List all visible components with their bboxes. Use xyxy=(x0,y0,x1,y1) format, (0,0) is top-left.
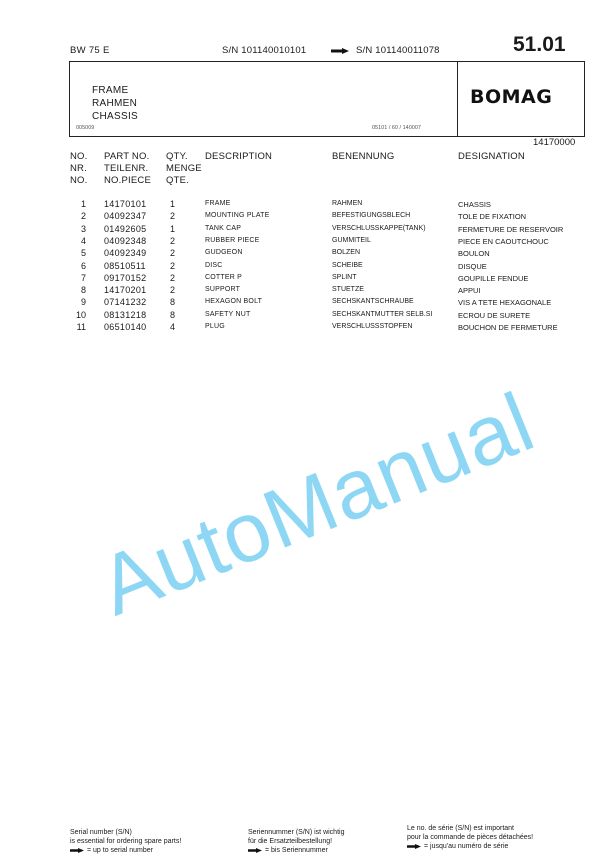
part-number: 14170201 xyxy=(104,285,147,296)
quantity: 2 xyxy=(170,248,176,259)
quantity: 2 xyxy=(170,235,176,246)
description-en: GUDGEON xyxy=(205,249,243,257)
table-row xyxy=(0,285,612,297)
description-de: GUMMITEIL xyxy=(332,236,371,244)
machine-model: BW 75 E xyxy=(70,45,110,56)
quantity: 4 xyxy=(170,322,176,332)
description-de: BEFESTIGUNGSBLECH xyxy=(332,212,411,220)
table-row xyxy=(0,224,612,236)
part-number: 09170152 xyxy=(104,272,147,283)
description-fr: VIS A TETE HEXAGONALE xyxy=(458,298,552,308)
item-number: 7 xyxy=(80,272,86,283)
part-number: 08131218 xyxy=(104,309,147,320)
table-row xyxy=(0,322,612,334)
title-german: RAHMEN xyxy=(92,98,138,109)
group-number: 14170000 xyxy=(533,137,576,148)
title-box-divider xyxy=(457,61,458,137)
item-number: 8 xyxy=(80,285,86,296)
description-de: SPLINT xyxy=(332,273,357,281)
description-fr: BOULON xyxy=(458,249,490,259)
description-en: SUPPORT xyxy=(205,286,241,294)
arrow-right-icon xyxy=(407,844,421,849)
description-fr: FERMETURE DE RESERVOIR xyxy=(458,224,564,234)
page-number: 51.01 xyxy=(513,33,566,56)
description-fr: DISQUE xyxy=(458,261,487,271)
footer-french: Le no. de série (S/N) est important pour la commande de pièces détachées! = jusqu'au numéro de série xyxy=(407,825,534,850)
quantity: 2 xyxy=(170,272,176,283)
table-row xyxy=(0,248,612,260)
quantity: 1 xyxy=(170,223,176,234)
part-number: 08510511 xyxy=(104,260,146,271)
description-de: RAHMEN xyxy=(332,200,363,207)
column-header-part: PART NO. TEILENR. NO.PIECE xyxy=(104,151,151,186)
description-en: RUBBER PIECE xyxy=(205,236,260,244)
description-fr: GOUPILLE FENDUE xyxy=(458,273,529,283)
quantity: 2 xyxy=(170,211,176,222)
part-number: 01492605 xyxy=(104,223,147,234)
description-fr: PIECE EN CAOUTCHOUC xyxy=(458,236,549,246)
item-number: 5 xyxy=(80,248,86,259)
part-number: 07141232 xyxy=(104,297,147,308)
description-en: HEXAGON BOLT xyxy=(205,298,263,306)
table-row xyxy=(0,297,612,309)
footer-english: Serial number (S/N) is essential for ordering spare parts! = up to serial number xyxy=(70,829,182,854)
quantity: 1 xyxy=(170,199,176,209)
description-en: FRAME xyxy=(205,200,231,207)
description-fr: BOUCHON DE FERMETURE xyxy=(458,323,558,332)
arrow-right-icon xyxy=(248,848,262,853)
part-number: 04092347 xyxy=(104,211,147,222)
title-english: FRAME xyxy=(92,85,129,96)
table-row xyxy=(0,261,612,273)
watermark: AutoManual xyxy=(86,374,547,634)
arrow-right-icon xyxy=(331,48,349,54)
description-fr: TOLE DE FIXATION xyxy=(458,212,527,222)
serial-number-from: S/N 101140010101 xyxy=(222,45,307,56)
table-row xyxy=(0,236,612,248)
table-row xyxy=(0,273,612,285)
quantity: 2 xyxy=(170,260,176,271)
item-number: 2 xyxy=(80,211,86,222)
column-header-designation: DESIGNATION xyxy=(458,151,525,162)
arrow-right-icon xyxy=(70,848,84,853)
column-header-benennung: BENENNUNG xyxy=(332,151,395,162)
column-header-description: DESCRIPTION xyxy=(205,151,273,162)
title-french: CHASSIS xyxy=(92,111,139,122)
table-row xyxy=(0,211,612,223)
quantity: 8 xyxy=(170,309,176,320)
part-number: 06510140 xyxy=(104,322,147,332)
column-header-no: NO. NR. NO. xyxy=(70,151,88,186)
part-number: 04092349 xyxy=(104,248,147,259)
document-reference: 05101 / 60 / 140007 xyxy=(372,125,421,131)
description-en: SAFETY NUT xyxy=(205,310,251,318)
description-en: PLUG xyxy=(205,323,225,330)
description-en: DISC xyxy=(205,261,223,269)
serial-number-to: S/N 101140011078 xyxy=(356,45,440,56)
description-en: TANK CAP xyxy=(205,224,242,232)
column-header-qty: QTY. MENGE QTE. xyxy=(166,151,202,186)
footer-german: Seriennummer (S/N) ist wichtig für die Ersatzteilbestellung! = bis Seriennummer xyxy=(248,829,345,854)
description-fr: CHASSIS xyxy=(458,200,491,209)
item-number: 3 xyxy=(80,223,86,234)
quantity: 8 xyxy=(170,297,176,308)
description-de: VERSCHLUSSKAPPE(TANK) xyxy=(332,224,426,232)
description-de: SECHSKANTMUTTER SELB.SI xyxy=(332,310,433,318)
item-number: 6 xyxy=(80,260,86,271)
description-de: SECHSKANTSCHRAUBE xyxy=(332,298,414,306)
description-en: MOUNTING PLATE xyxy=(205,212,270,220)
item-number: 1 xyxy=(80,199,86,209)
part-number: 14170101 xyxy=(104,199,147,209)
part-number: 04092348 xyxy=(104,235,147,246)
bomag-logo: BOMAG xyxy=(470,86,553,108)
description-de: VERSCHLUSSSTOPFEN xyxy=(332,323,413,330)
item-number: 11 xyxy=(76,322,86,332)
item-number: 10 xyxy=(75,309,86,320)
description-de: SCHEIBE xyxy=(332,261,363,269)
table-row xyxy=(0,199,612,211)
quantity: 2 xyxy=(170,285,176,296)
description-fr: APPUI xyxy=(458,286,481,296)
description-en: COTTER P xyxy=(205,273,242,281)
description-fr: ECROU DE SURETE xyxy=(458,310,531,320)
document-code: 005009 xyxy=(76,125,95,131)
description-de: BOLZEN xyxy=(332,249,361,257)
table-row xyxy=(0,310,612,322)
description-de: STUETZE xyxy=(332,286,364,294)
item-number: 9 xyxy=(80,297,86,308)
item-number: 4 xyxy=(80,235,86,246)
